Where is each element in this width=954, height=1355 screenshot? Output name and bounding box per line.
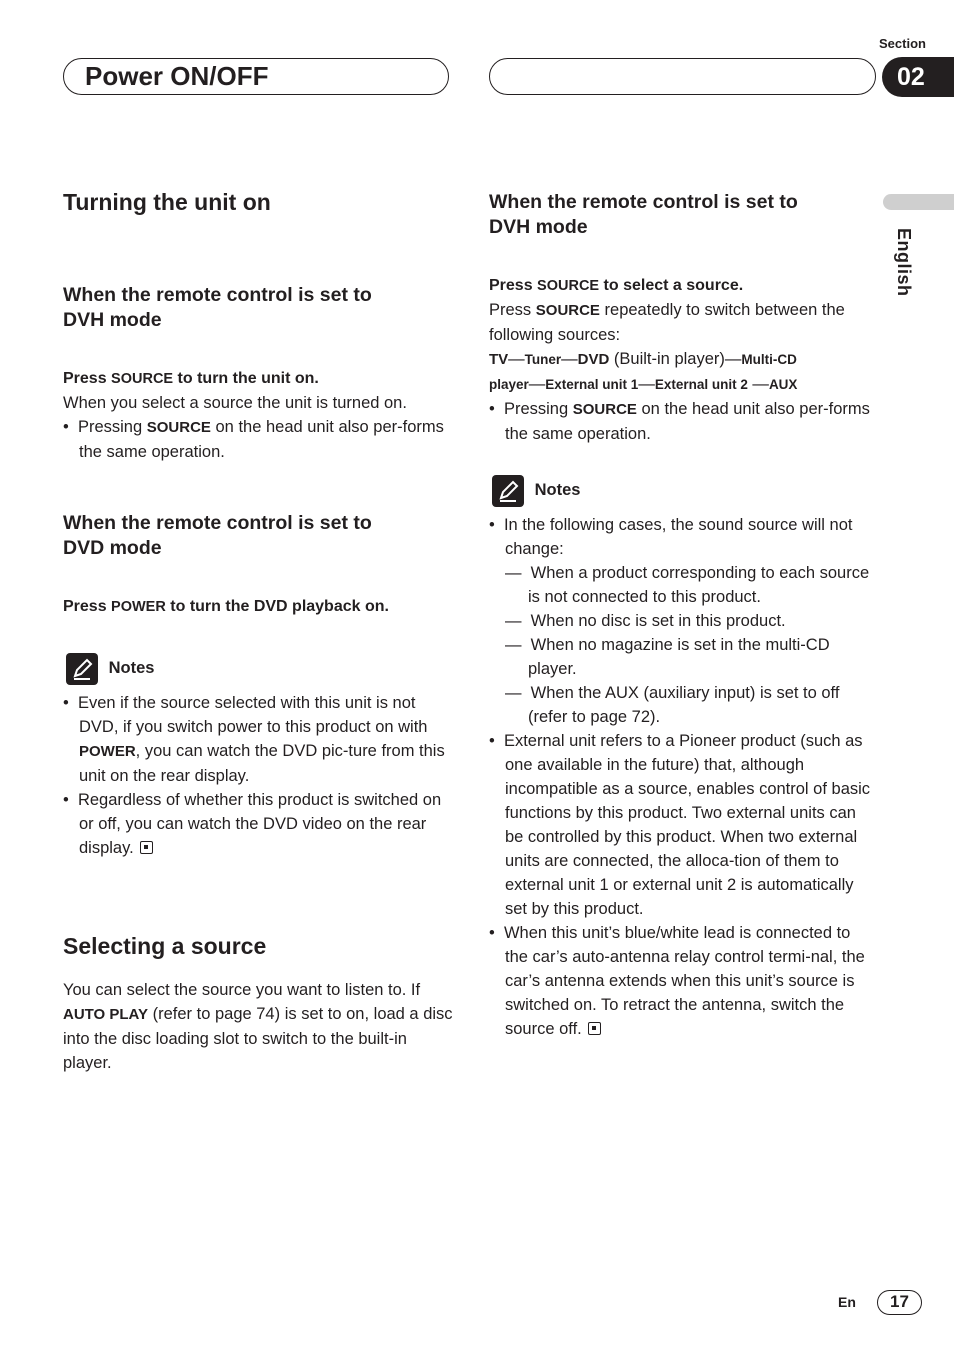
page-title: Power ON/OFF [85, 61, 269, 91]
dvh-heading-line1: When the remote control is set to [63, 284, 372, 306]
selecting-source-text: You can select the source you want to listen to. If AUTO PLAY (refer to page 74) is set to on, load a disc into the disc loading slot to switch to the built-in player. [63, 981, 453, 1072]
dvh-press-line: Press SOURCE to turn the unit on. [63, 370, 319, 387]
note-pencil-icon [492, 475, 524, 507]
page-number: 17 [877, 1290, 922, 1315]
left-notes-header: Notes [66, 652, 154, 685]
dvh-mode-heading [63, 283, 453, 333]
turning-on-heading: Turning the unit on [63, 189, 271, 215]
dvh-instructions [63, 367, 448, 464]
note-pencil-icon [66, 653, 98, 685]
dvd-heading-line2: DVD mode [63, 537, 162, 559]
right-note-subitem: — When a product corresponding to each source is not connected to this product. [505, 564, 870, 606]
right-note-item: • External unit refers to a Pioneer product (such as one available in the future) that, although incompatible as a source, enables control of basic functions by this product. Two external units can be controlled by this product. When two external units are connected, the alloca-tion of them to external unit 1 or external unit 2 is automatically set by this product. [489, 732, 871, 918]
section-number-badge: 02 [882, 57, 954, 97]
right-dvh-mode-heading [489, 190, 879, 240]
dvd-press-line: Press POWER to turn the DVD playback on. [63, 598, 389, 615]
dvh-heading-line2: DVH mode [63, 309, 162, 331]
dvh-text: When you select a source the unit is turned on. [63, 394, 407, 412]
right-notes-list [489, 513, 877, 1041]
right-source-instructions [489, 274, 874, 446]
dvd-mode-heading [63, 511, 453, 561]
sources-list-line1: TV—Tuner—DVD (Built-in player)—Multi-CD [489, 350, 797, 368]
right-dvh-heading-line1: When the remote control is set to [489, 191, 798, 213]
section-label: Section [879, 36, 926, 51]
language-tab-bar [883, 194, 954, 210]
end-of-section-icon [140, 841, 153, 854]
selecting-source-heading: Selecting a source [63, 933, 267, 959]
dvh-bullet: • Pressing SOURCE on the head unit also per-forms the same operation. [63, 418, 444, 461]
dvd-heading-line1: When the remote control is set to [63, 512, 372, 534]
right-note-subitem: — When no magazine is set in the multi-CD player. [505, 636, 830, 678]
right-press-text: Press SOURCE repeatedly to switch between the following sources: [489, 301, 845, 344]
right-note-item: • When this unit’s blue/white lead is connected to the car’s auto-antenna relay control termi-nal, the car’s antenna extends when this unit’s source is switched on. To retract the antenna, switch the source off. [489, 924, 865, 1038]
sources-list-line2: player—External unit 1—External unit 2 —AUX [489, 375, 798, 393]
end-of-section-icon [588, 1022, 601, 1035]
header-empty-frame [489, 58, 876, 95]
right-bullet: • Pressing SOURCE on the head unit also per-forms the same operation. [489, 400, 870, 443]
right-note-item: • In the following cases, the sound source will not change: [489, 516, 853, 558]
left-notes-list [63, 691, 448, 860]
right-notes-header: Notes [492, 474, 580, 507]
right-note-subitem: — When no disc is set in this product. [505, 612, 786, 630]
right-note-subitem: — When the AUX (auxiliary input) is set to off (refer to page 72). [505, 684, 840, 726]
left-note-item: • Even if the source selected with this unit is not DVD, if you switch power to this product on with POWER, you can watch the DVD pic-ture from this unit on the rear display. [63, 694, 445, 785]
right-press-line: Press SOURCE to select a source. [489, 277, 744, 294]
footer-language: En [838, 1294, 856, 1310]
language-label: English [894, 228, 914, 297]
left-note-item: • Regardless of whether this product is switched on or off, you can watch the DVD video on the rear display. [63, 791, 442, 857]
right-dvh-heading-line2: DVH mode [489, 216, 588, 238]
